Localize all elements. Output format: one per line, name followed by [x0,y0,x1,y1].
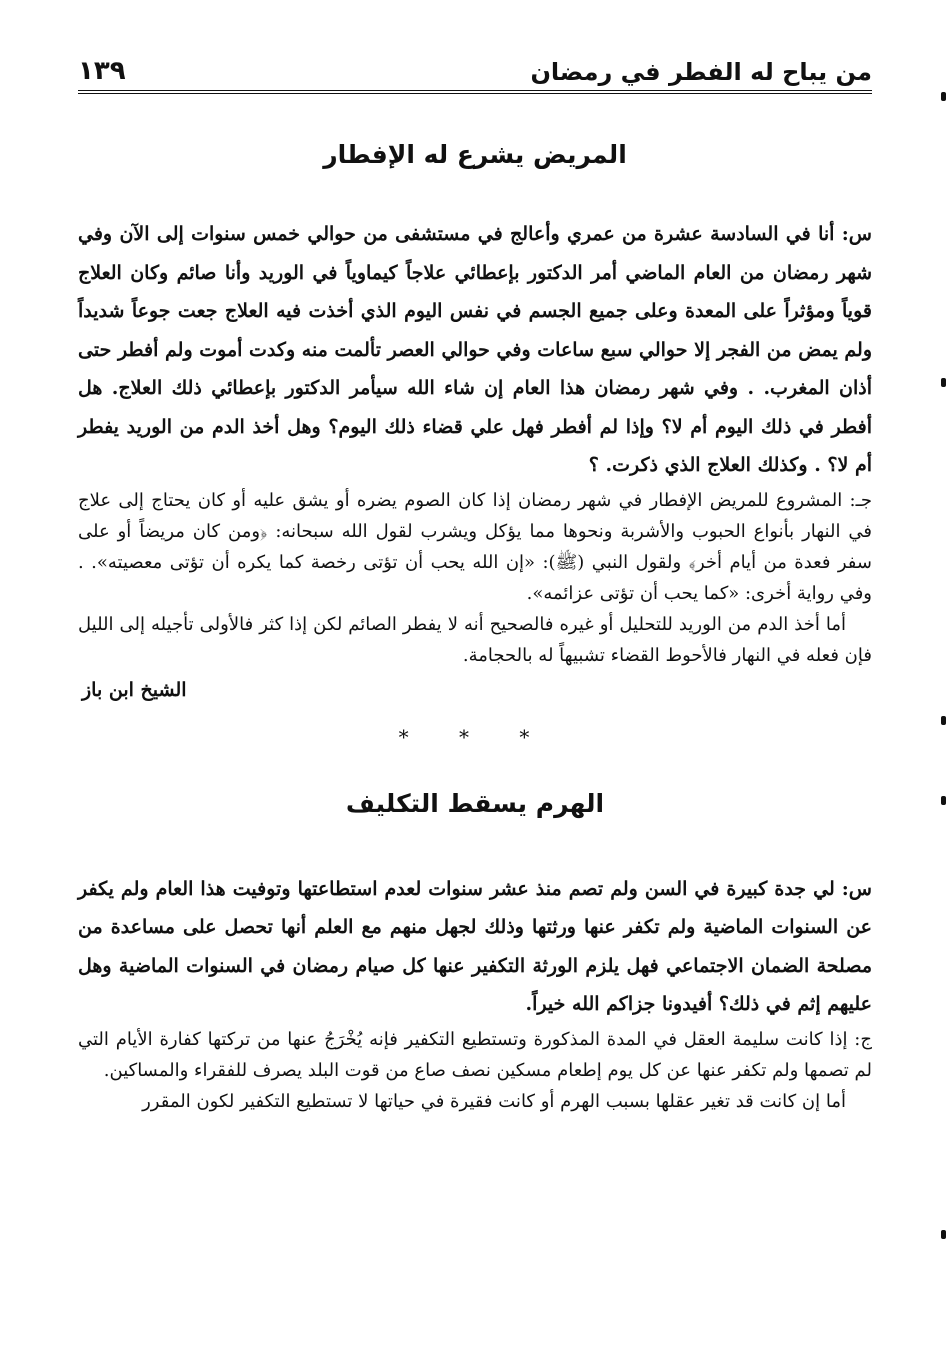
fatwa-signature: الشيخ ابن باز [82,678,187,701]
question-1: س: أنا في السادسة عشرة من عمري وأعالج في مستشفى من حوالي خمس سنوات إلى الآن وفي شهر رمضان من العام الماضي أمر الدكتور بإعطائي علاجاً كيماوياً في الوريد وأنا صائم وكان العلاج قوياً ومؤثراً على المعدة وعلى جميع الجسم في نفس اليوم الذي أخذت فيه العلاج جعت جوعاً شديداً ولم يمض من الفجر إلا حوالي سبع ساعات وفي حوالي العصر تألمت منه وكدت أموت ولم أفطر حتى أذان المغرب. . وفي شهر رمضان هذا العام إن شاء الله سيأمر الدكتور بإعطائي ذلك العلاج. هل أفطر في ذلك اليوم أم لا؟ وإذا لم أفطر فهل علي قضاء ذلك اليوم؟ وهل أخذ الدم من الوريد يفطر أم لا؟ . وكذلك العلاج الذي ذكرت. ؟ [78,223,872,476]
answer-1-paragraph-1: جـ: المشروع للمريض الإفطار في شهر رمضان إذا كان الصوم يضره أو يشق عليه أو كان يحتاج إلى علاج في النهار بأنواع الحبوب والأشربة ونحوها مما يؤكل ويشرب لقول الله سبحانه: ﴿ومن كان مريضاً أو على سفر فعدة من أيام أخر﴾ ولقول النبي (ﷺ): «إن الله يحب أن تؤتى رخصة كما يكره أن تؤتى معصيته». . وفي رواية أخرى: «كما يحب أن تؤتى عزائمه». [78,489,872,604]
scan-edge-mark [941,92,946,101]
scan-edge-mark [941,1230,946,1239]
answer-2-paragraph-1: ج: إذا كانت سليمة العقل في المدة المذكورة وتستطيع التكفير فإنه يُخْرَجُ عنها من تركتها كفارة الأيام التي لم تصمها ولم تكفر عنها عن كل يوم إطعام مسكين نصف صاع من قوت البلد يصرف للفقراء والمساكين. [78,1028,872,1081]
answer-2-paragraph-2: أما إن كانت قد تغير عقلها بسبب الهرم أو كانت فقيرة في حياتها لا تستطيع التكفير لكون المقرر [142,1090,846,1112]
scan-edge-mark [941,796,946,805]
section-title-sick-person: المريض يشرع له الإفطار [323,140,627,169]
page-header [78,40,872,94]
section-separator: * * * [398,724,552,749]
running-title: من يباح له الفطر في رمضان [530,58,872,86]
section-title-old-age: الهرم يسقط التكليف [345,788,605,818]
answer-1-paragraph-2: أما أخذ الدم من الوريد للتحليل أو غيره فالصحيح أنه لا يفطر الصائم لكن إذا كثر فالأولى تأجيله إلى الليل فإن فعله في النهار فالأحوط القضاء تشبيهاً له بالحجامة. [78,613,872,666]
question-2: س: لي جدة كبيرة في السن ولم تصم منذ عشر سنوات لعدم استطاعتها وتوفيت هذا العام ولم يكفر عن السنوات الماضية ولم تكفر عنها ورثتها وذلك لجهل منهم مع العلم أنها تحصل على مساعدة من مصلحة الضمان الاجتماعي فهل يلزم الورثة التكفير عنها كل صيام رمضان في السنوات الماضية وهل عليهم إثم في ذلك؟ أفيدونا جزاكم الله خيراً. [78,877,872,1015]
scan-edge-mark [941,716,946,725]
page-number: ١٣٩ [78,56,126,86]
scan-edge-mark [941,378,946,387]
page-content [78,140,872,1117]
